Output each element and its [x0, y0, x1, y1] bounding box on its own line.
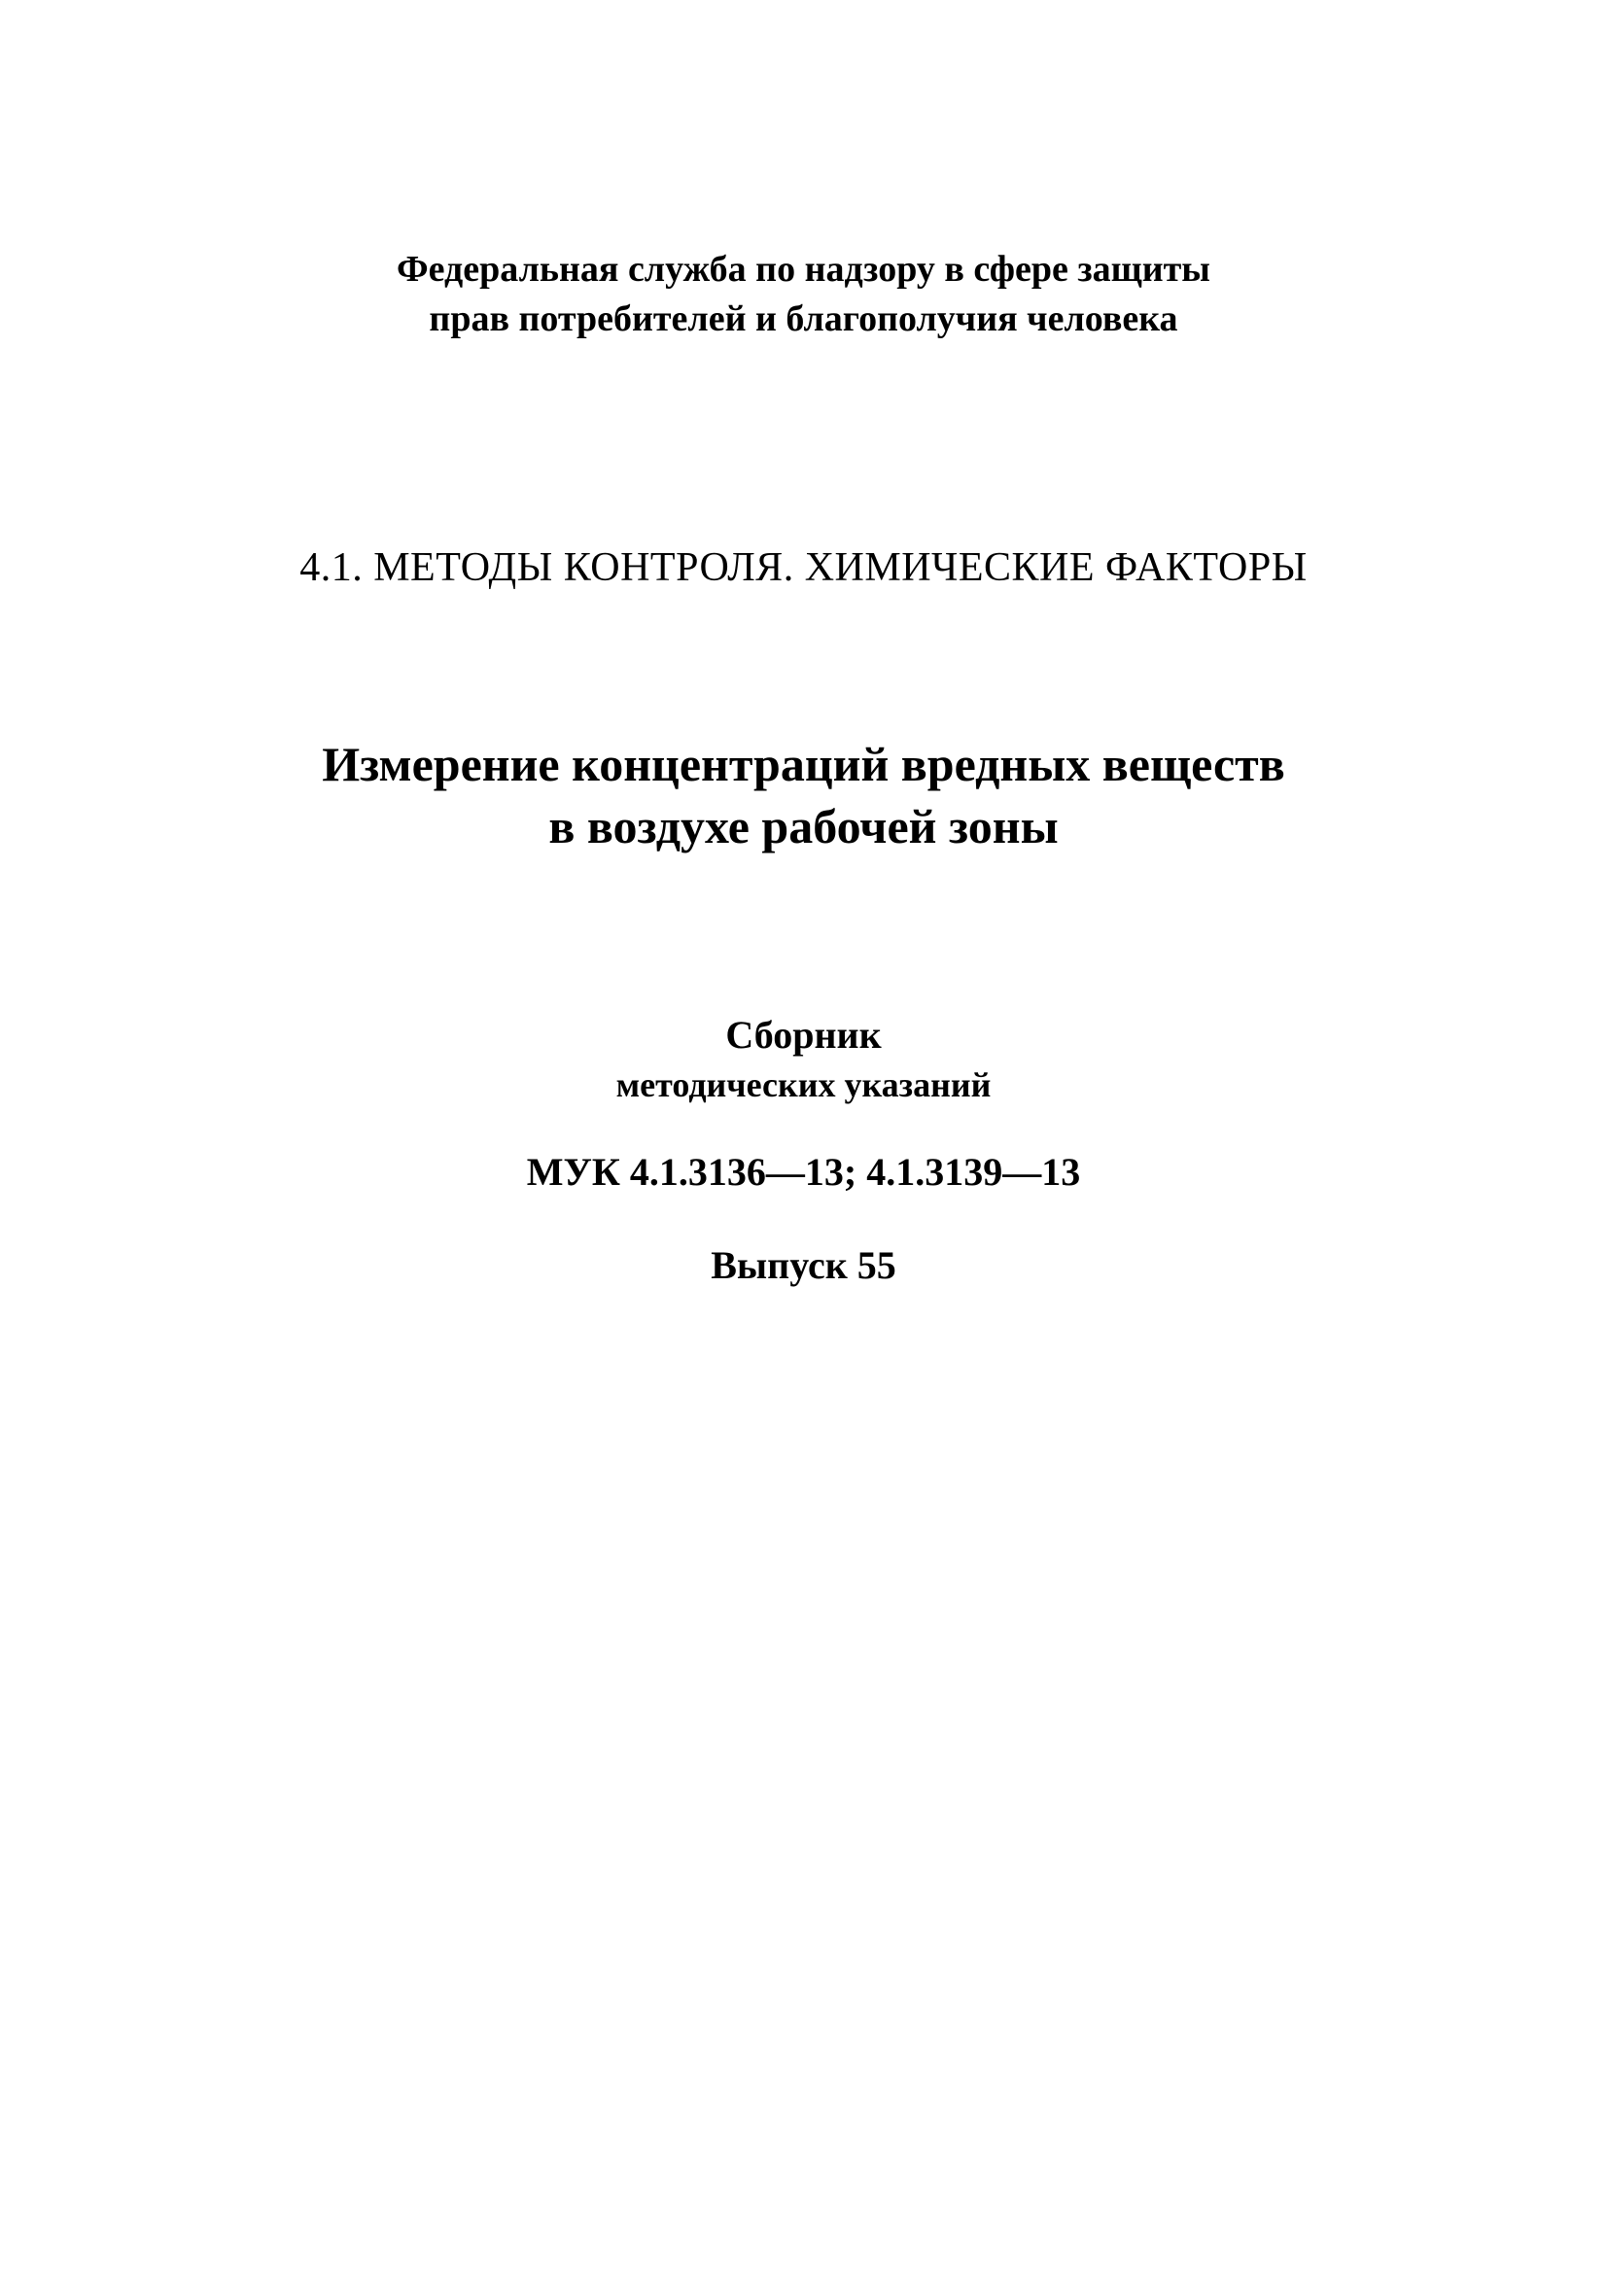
document-title-line-2: в воздухе рабочей зоны [548, 799, 1059, 853]
collection-subtitle: методических указаний [615, 1065, 992, 1104]
series-title: 4.1. МЕТОДЫ КОНТРОЛЯ. ХИМИЧЕСКИЕ ФАКТОРЫ [299, 545, 1308, 590]
organization-name-line-2: прав потребителей и благополучия человека [429, 298, 1178, 339]
issue-number: Выпуск 55 [711, 1243, 896, 1287]
document-designation: МУК 4.1.3136—13; 4.1.3139—13 [526, 1150, 1081, 1194]
document-title-line-1: Измерение концентраций вредных веществ [322, 737, 1285, 791]
organization-name-line-1: Федеральная служба по надзору в сфере защиты [397, 249, 1210, 290]
collection-label: Сборник [725, 1013, 882, 1057]
